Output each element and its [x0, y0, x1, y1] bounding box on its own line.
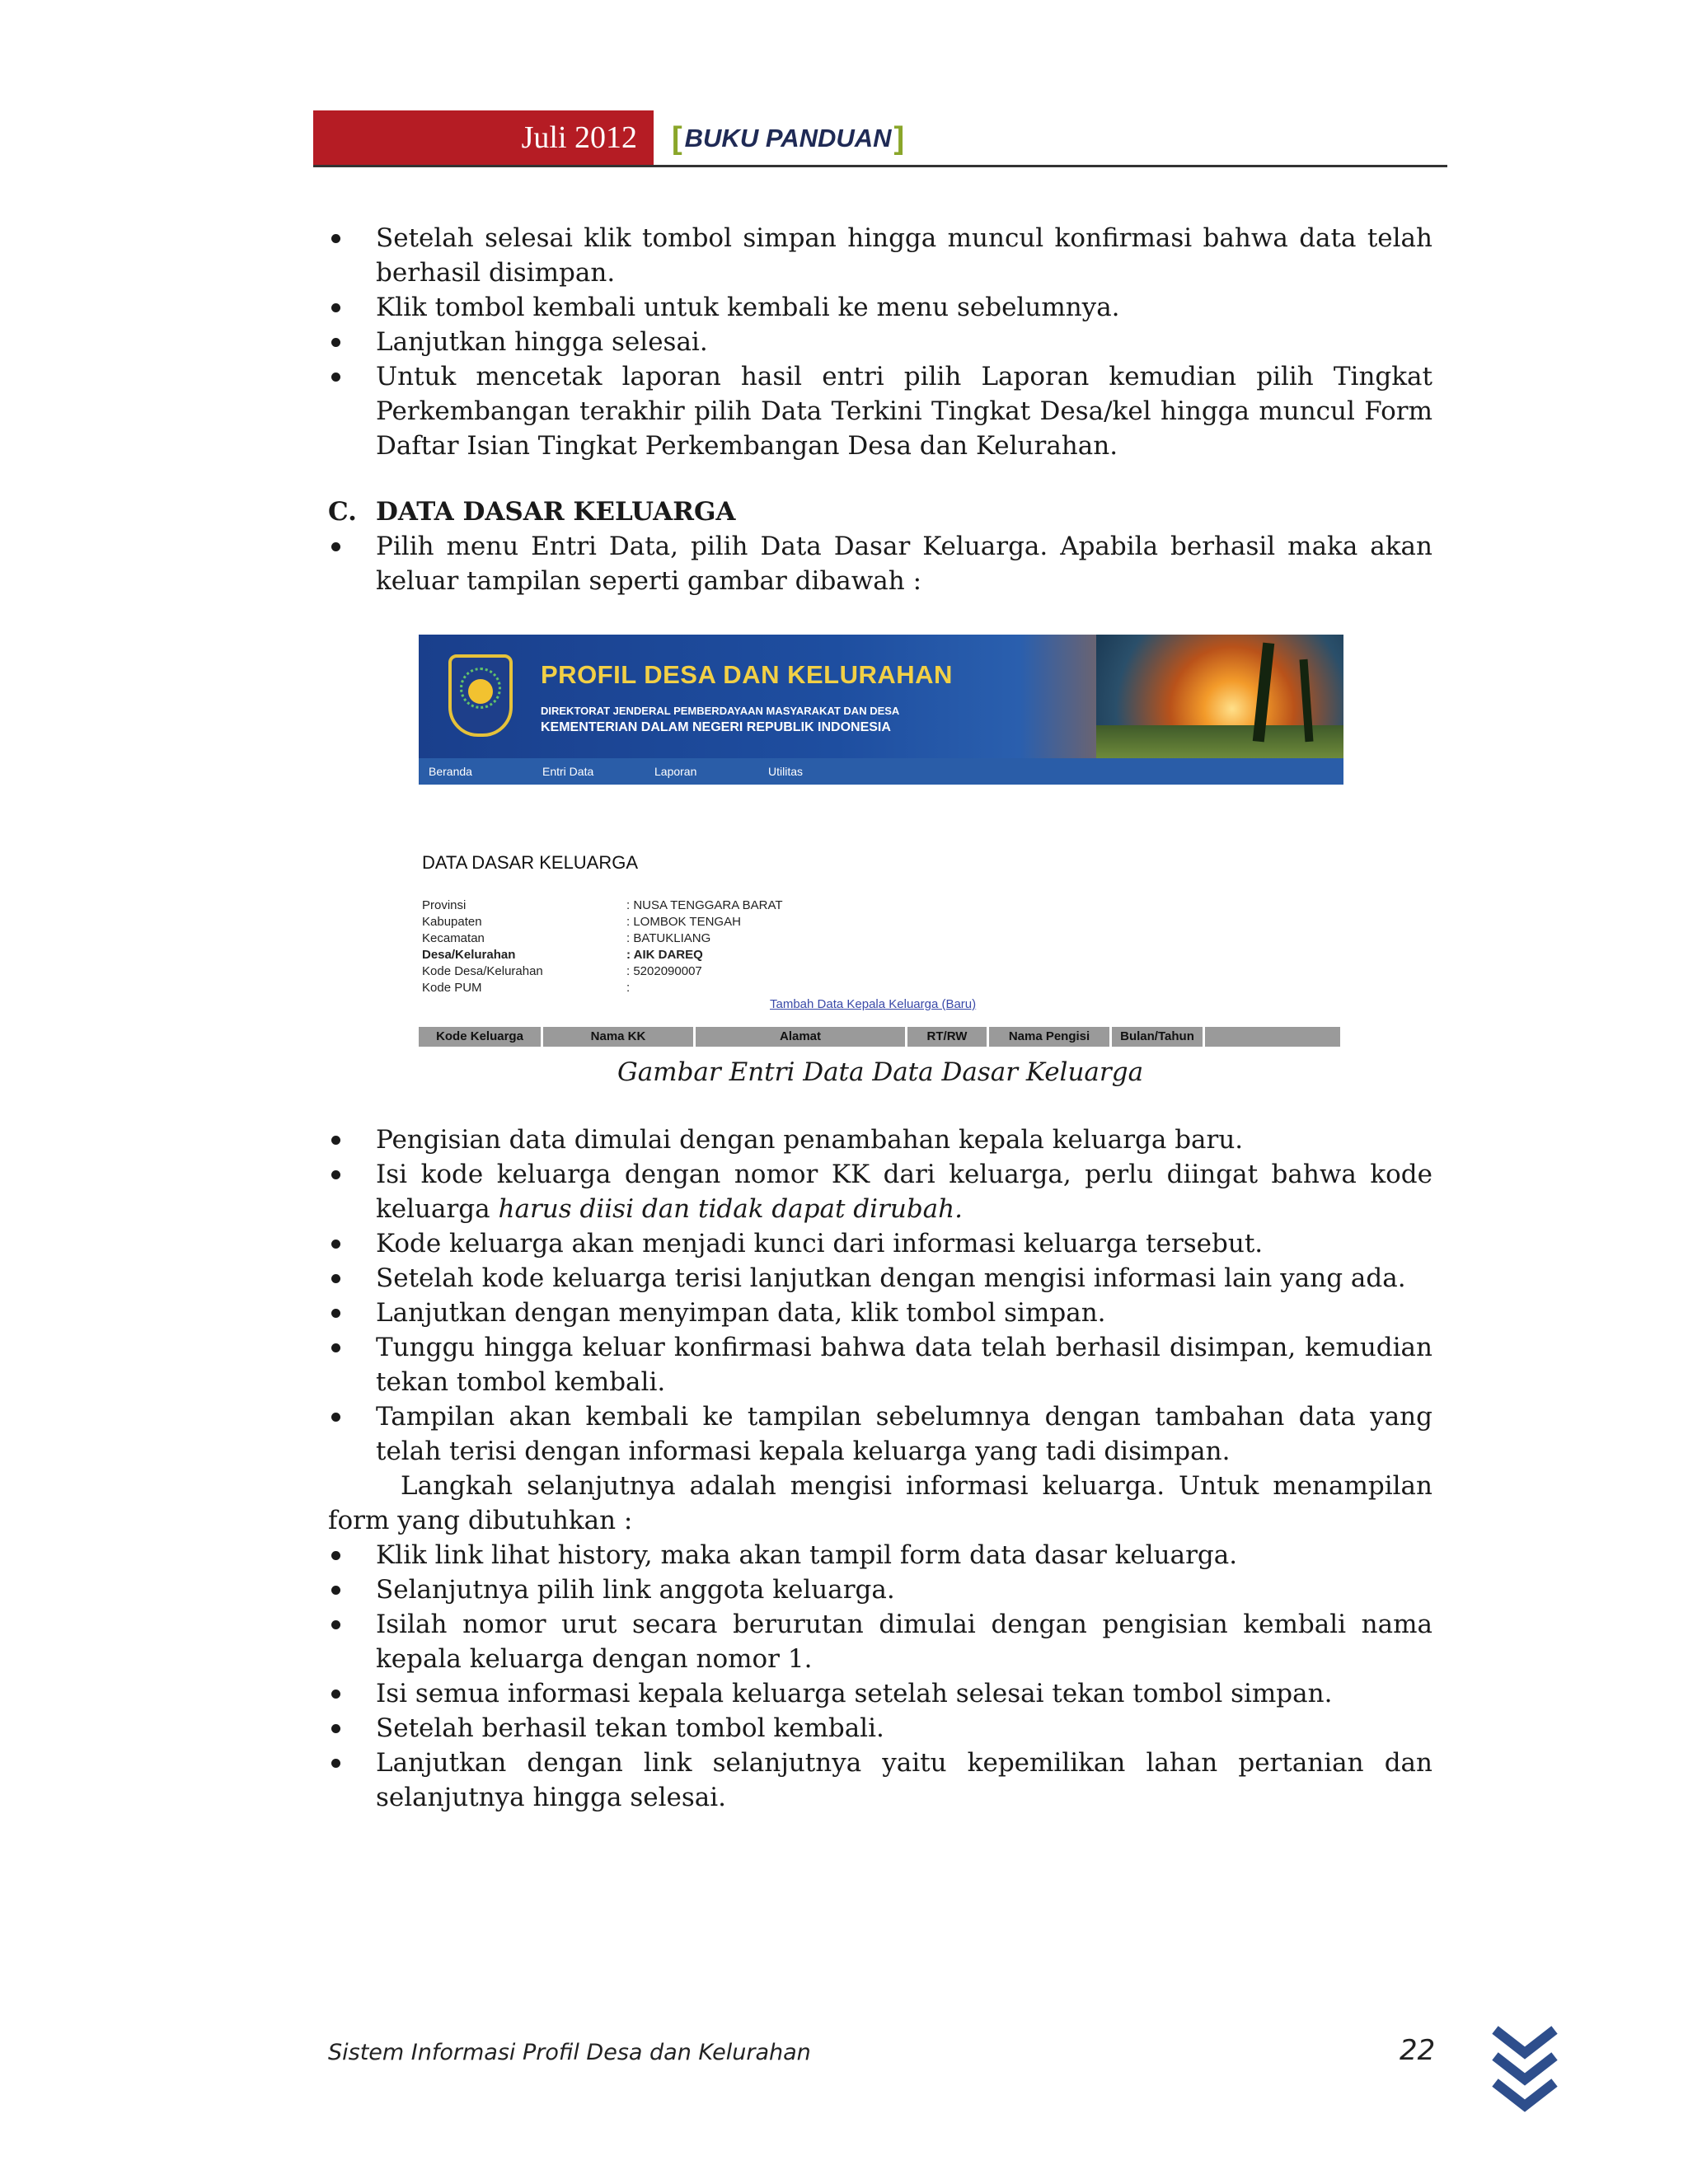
column-header-kode-keluarga: Kode Keluarga	[419, 1027, 541, 1047]
table-header	[419, 1027, 1340, 1047]
header-title-text: BUKU PANDUAN	[684, 124, 892, 152]
bullet-icon	[331, 1136, 340, 1145]
column-header-rt-rw: RT/RW	[907, 1027, 987, 1047]
chevron-down-icon	[1490, 2023, 1559, 2122]
nav-item-beranda[interactable]: Beranda	[429, 765, 472, 778]
bullet-icon	[331, 1690, 340, 1699]
header-rule	[313, 165, 1447, 167]
page-header	[313, 110, 1447, 166]
list-item: Lanjutkan hingga selesai.	[328, 325, 1432, 359]
bullet-icon	[331, 1274, 340, 1283]
list-item: Klik link lihat history, maka akan tampil form data dasar keluarga.	[328, 1538, 1432, 1572]
info-row-kabupaten: Kabupaten : LOMBOK TENGAH	[422, 915, 741, 929]
bullet-list-bottom	[328, 1538, 1432, 1815]
bullet-icon	[331, 1586, 340, 1595]
bullet-icon	[331, 1170, 340, 1179]
bullet-icon	[331, 338, 340, 347]
column-header-blank	[1205, 1027, 1340, 1047]
header-title	[669, 117, 907, 160]
list-item: Isilah nomor urut secara berurutan dimulai dengan pengisian kembali nama kepala keluarga dengan nomor 1.	[328, 1607, 1432, 1676]
app-screenshot	[419, 635, 1343, 1047]
section-heading	[328, 494, 1432, 529]
bullet-icon	[331, 1240, 340, 1249]
list-item: Isi semua informasi kepala keluarga setelah selesai tekan tombol simpan.	[328, 1676, 1432, 1711]
bracket-left-icon: [	[672, 120, 682, 156]
column-header-alamat: Alamat	[696, 1027, 905, 1047]
app-page-title: DATA DASAR KELUARGA	[422, 852, 639, 873]
list-item: Pilih menu Entri Data, pilih Data Dasar Keluarga. Apabila berhasil maka akan keluar tampilan seperti gambar dibawah :	[328, 529, 1432, 598]
banner-title: PROFIL DESA DAN KELURAHAN	[541, 660, 953, 689]
column-header-nama-kk: Nama KK	[543, 1027, 693, 1047]
body-paragraph: Langkah selanjutnya adalah mengisi informasi keluarga. Untuk menampilan form yang dibutuhkan :	[328, 1471, 1432, 1535]
list-item: Tampilan akan kembali ke tampilan sebelumnya dengan tambahan data yang telah terisi dengan informasi kepala keluarga yang tadi disimpan.	[328, 1399, 1432, 1469]
bullet-icon	[331, 1620, 340, 1629]
list-item: Setelah berhasil tekan tombol kembali.	[328, 1711, 1432, 1746]
list-item: Tunggu hingga keluar konfirmasi bahwa data telah berhasil disimpan, kemudian tekan tombol kembali.	[328, 1330, 1432, 1399]
page-number: 22	[1400, 2034, 1436, 2067]
banner-subtitle-directorate: DIREKTORAT JENDERAL PEMBERDAYAAN MASYARAKAT DAN DESA	[541, 705, 900, 717]
info-row-kecamatan: Kecamatan : BATUKLIANG	[422, 931, 711, 945]
bullet-icon	[331, 303, 340, 312]
bullet-icon	[331, 1551, 340, 1560]
footer-text: Sistem Informasi Profil Desa dan Kelurahan	[328, 2040, 811, 2065]
bullet-icon	[331, 1343, 340, 1352]
nav-item-laporan[interactable]: Laporan	[654, 765, 697, 778]
bullet-icon	[331, 234, 340, 243]
header-date: Juli 2012	[313, 110, 654, 165]
list-item: Untuk mencetak laporan hasil entri pilih Laporan kemudian pilih Tingkat Perkembangan terakhir pilih Data Terkini Tingkat Desa/kel hingga muncul Form Daftar Isian Tingkat Perkembangan Desa dan Kelurahan.	[328, 359, 1432, 463]
info-row-desa: Desa/Kelurahan : AIK DAREQ	[422, 948, 703, 962]
bullet-list-mid	[328, 1122, 1432, 1469]
bracket-right-icon: ]	[893, 120, 905, 156]
section-title: DATA DASAR KELUARGA	[376, 497, 736, 527]
info-row-provinsi: Provinsi : NUSA TENGGARA BARAT	[422, 898, 783, 912]
region-info	[422, 888, 783, 995]
info-row-kode-pum: Kode PUM :	[422, 981, 631, 995]
bullet-icon	[331, 542, 340, 551]
nav-item-utilitas[interactable]: Utilitas	[768, 765, 804, 778]
page-content	[328, 221, 1432, 1815]
section-letter: C.	[328, 497, 357, 527]
list-item: Setelah selesai klik tombol simpan hingga muncul konfirmasi bahwa data telah berhasil disimpan.	[328, 221, 1432, 290]
banner-subtitle-ministry: KEMENTERIAN DALAM NEGERI REPUBLIK INDONESIA	[541, 720, 891, 734]
list-item: Lanjutkan dengan link selanjutnya yaitu kepemilikan lahan pertanian dan selanjutnya hingga selesai.	[328, 1746, 1432, 1815]
column-header-nama-pengisi: Nama Pengisi	[989, 1027, 1109, 1047]
column-header-bulan-tahun: Bulan/Tahun	[1112, 1027, 1203, 1047]
info-row-kode-desa: Kode Desa/Kelurahan : 5202090007	[422, 964, 702, 978]
list-item: Kode keluarga akan menjadi kunci dari informasi keluarga tersebut.	[328, 1226, 1432, 1261]
bullet-icon	[331, 373, 340, 382]
bullet-icon	[331, 1413, 340, 1422]
emblem-icon	[448, 654, 513, 737]
list-item: Pengisian data dimulai dengan penambahan kepala keluarga baru.	[328, 1122, 1432, 1157]
bullet-icon	[331, 1724, 340, 1733]
list-item: Setelah kode keluarga terisi lanjutkan dengan mengisi informasi lain yang ada.	[328, 1261, 1432, 1296]
list-item: Selanjutnya pilih link anggota keluarga.	[328, 1572, 1432, 1607]
bullet-icon	[331, 1309, 340, 1318]
app-navbar	[419, 758, 1343, 785]
add-family-head-link[interactable]: Tambah Data Kepala Keluarga (Baru)	[770, 997, 977, 1011]
bullet-list-section	[328, 529, 1432, 598]
list-item: Isi kode keluarga dengan nomor KK dari keluarga, perlu diingat bahwa kode keluarga harus diisi dan tidak dapat dirubah.	[328, 1157, 1432, 1226]
list-item: Klik tombol kembali untuk kembali ke menu sebelumnya.	[328, 290, 1432, 325]
bullet-list-top	[328, 221, 1432, 463]
nav-item-entri-data[interactable]: Entri Data	[542, 765, 594, 778]
app-banner	[419, 635, 1343, 785]
bullet-icon	[331, 1759, 340, 1768]
figure-caption: Gambar Entri Data Data Dasar Keluarga	[617, 1057, 1144, 1087]
list-item: Lanjutkan dengan menyimpan data, klik tombol simpan.	[328, 1296, 1432, 1330]
